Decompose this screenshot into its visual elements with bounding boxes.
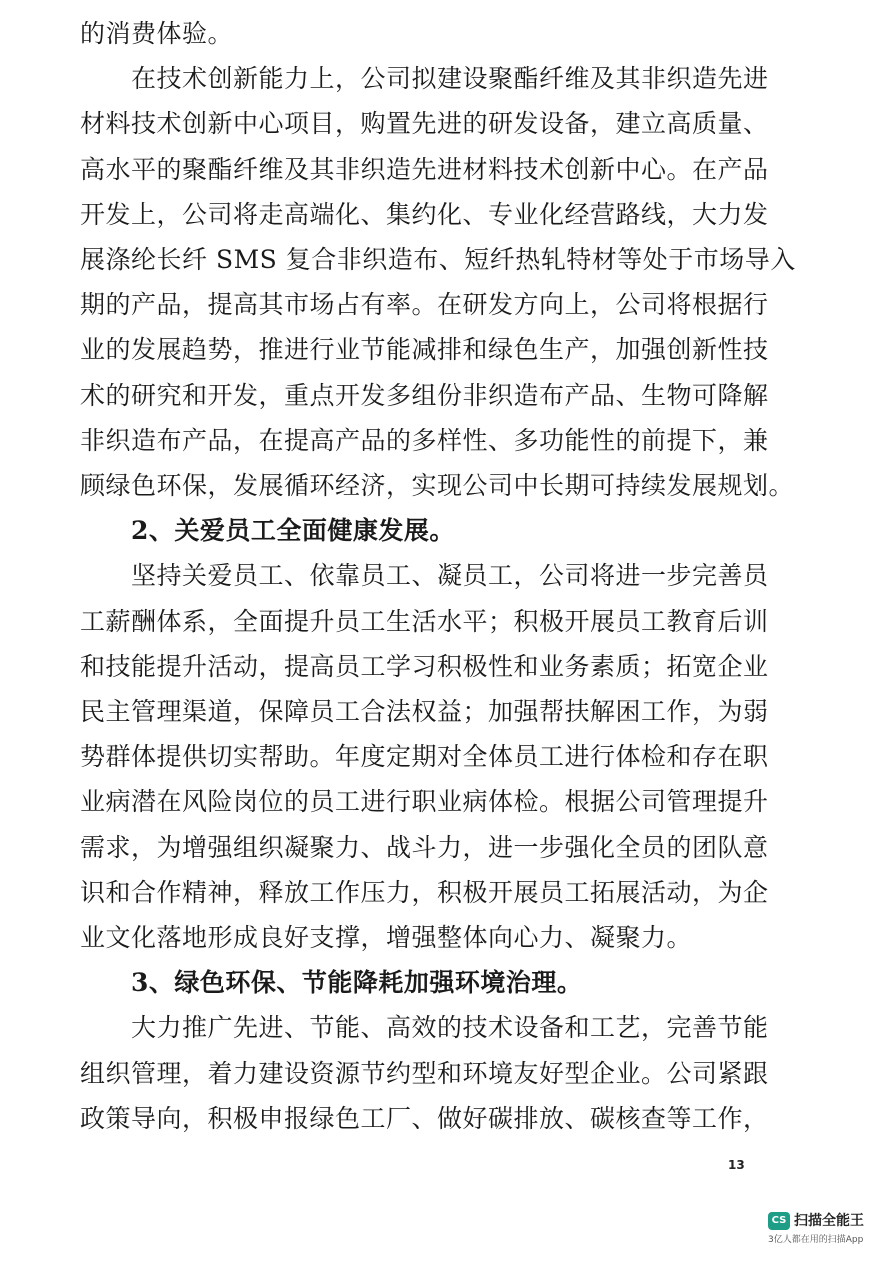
text-line: 识和合作精神，释放工作压力，积极开展员工拓展活动，为企 [80, 877, 769, 907]
text-line: 高水平的聚酯纤维及其非织造先进材料技术创新中心。在产品 [80, 154, 769, 184]
text-line: 期的产品，提高其市场占有率。在研发方向上，公司将根据行 [80, 290, 769, 320]
watermark-tagline: 3亿人都在用的扫描App [768, 1235, 864, 1245]
text-line: 和技能提升活动，提高员工学习积极性和业务素质；拓宽企业 [80, 651, 769, 681]
text-line: 组织管理，着力建设资源节约型和环境友好型企业。公司紧跟 [80, 1058, 769, 1088]
text-line: 大力推广先进、节能、高效的技术设备和工艺，完善节能 [80, 1013, 769, 1043]
scanner-watermark [768, 1212, 880, 1252]
text-line: 需求，为增强组织凝聚力、战斗力，进一步强化全员的团队意 [80, 832, 769, 862]
watermark-app-name: 扫描全能王 [794, 1213, 864, 1229]
text-line: 在技术创新能力上，公司拟建设聚酯纤维及其非织造先进 [80, 64, 769, 94]
section-heading: 3、绿色环保、节能降耗加强环境治理。 [80, 968, 583, 998]
camscanner-logo-icon: CS [768, 1212, 790, 1230]
text-line: 顾绿色环保，发展循环经济，实现公司中长期可持续发展规划。 [80, 471, 795, 500]
text-line: 民主管理渠道，保障员工合法权益；加强帮扶解困工作，为弱 [80, 697, 769, 726]
text-line: 政策导向，积极申报绿色工厂、做好碳排放、碳核查等工作， [80, 1103, 769, 1133]
text-line: 术的研究和开发，重点开发多组份非织造布产品、生物可降解 [80, 380, 769, 410]
text-line: 的消费体验。 [80, 19, 234, 48]
text-line: 势群体提供切实帮助。年度定期对全体员工进行体检和存在职 [80, 742, 769, 772]
text-line: 坚持关爱员工、依靠员工、凝员工，公司将进一步完善员 [80, 561, 769, 591]
text-line: 工薪酬体系，全面提升员工生活水平；积极开展员工教育后训 [80, 606, 769, 636]
text-line: 业的发展趋势，推进行业节能减排和绿色生产，加强创新性技 [80, 335, 769, 365]
text-line: 业文化落地形成良好支撑，增强整体向心力、凝聚力。 [80, 923, 693, 952]
section-heading: 2、关爱员工全面健康发展。 [80, 516, 455, 546]
text-line: 材料技术创新中心项目，购置先进的研发设备，建立高质量、 [80, 109, 769, 139]
text-line: 业病潜在风险岗位的员工进行职业病体检。根据公司管理提升 [80, 787, 769, 817]
text-line: 展涤纶长纤 SMS 复合非织造布、短纤热轧特材等处于市场导入 [80, 245, 796, 274]
page-number: 13 [728, 1158, 745, 1172]
text-line: 非织造布产品，在提高产品的多样性、多功能性的前提下，兼 [80, 425, 769, 455]
text-line: 开发上，公司将走高端化、集约化、专业化经营路线，大力发 [80, 199, 769, 229]
